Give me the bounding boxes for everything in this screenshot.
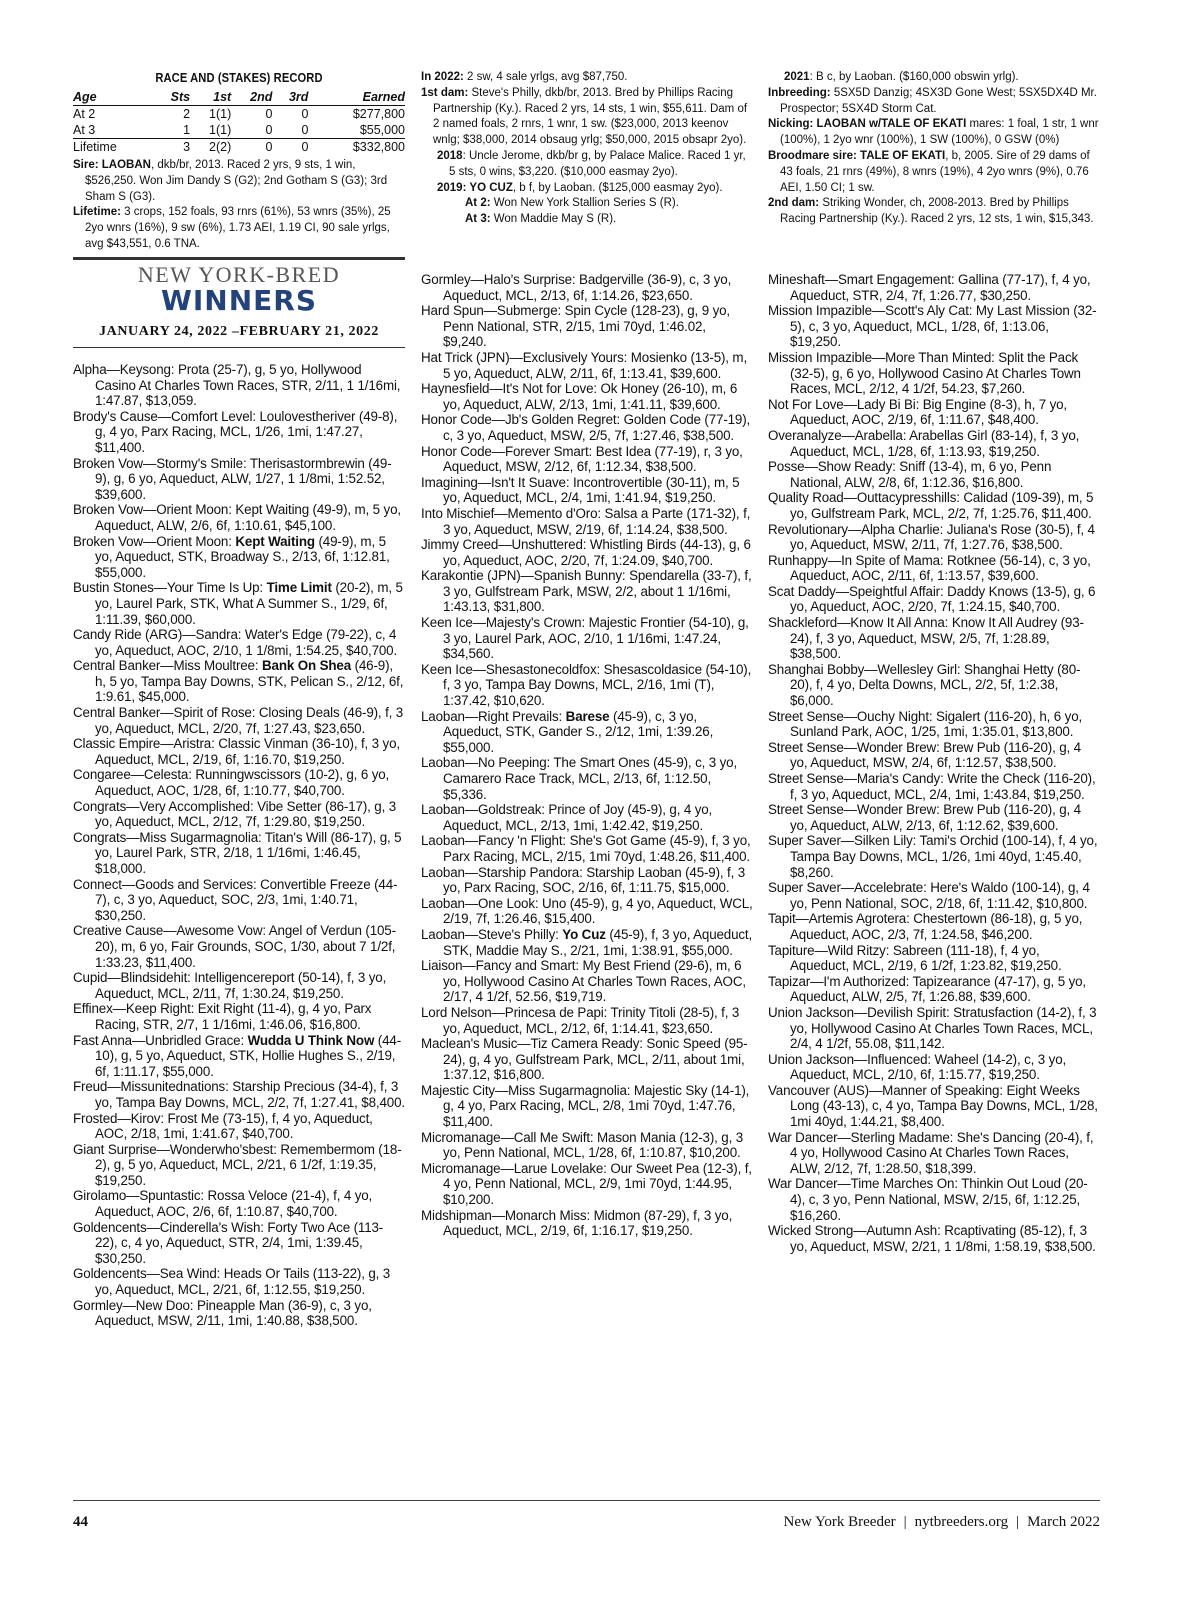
- winner-entry: Creative Cause—Awesome Vow: Angel of Verdun (105-20), m, 6 yo, Fair Grounds, SOC, 1/30, about 7 1/2f, 1:33.23, $11,400.: [73, 923, 396, 970]
- race-record-title: RACE AND (STAKES) RECORD: [155, 70, 323, 85]
- winner-entry: Laoban—Right Prevails: Barese (45-9), c, 3 yo, Aqueduct, STK, Gander S., 2/12, 1mi, 1:39.26, $55,000.: [421, 708, 714, 755]
- dam-notes-left: [421, 70, 753, 228]
- table-cell: 1(1): [209, 123, 232, 137]
- race-record-section: [73, 70, 405, 253]
- winner-entry: Brody's Cause—Comfort Level: Loulovestheriver (49-8), g, 4 yo, Parx Racing, MCL, 1/26, 1mi, 1:47.27, $11,400.: [73, 408, 398, 455]
- winner-entry: Broken Vow—Stormy's Smile: Therisastormbrewin (49-9), g, 6 yo, Aqueduct, ALW, 1/27, 1 1/8mi, 1:52.52, $39,600.: [73, 455, 392, 502]
- winner-entry: Broken Vow—Orient Moon: Kept Waiting (49-9), m, 5 yo, Aqueduct, STK, Broadway S., 2/13, 6f, 1:12.81, $55,000.: [73, 533, 390, 580]
- winner-entry: Imagining—Isn't It Suave: Incontrovertible (30-11), m, 5 yo, Aqueduct, MCL, 2/4, 1mi, 1:41.94, $19,250.: [421, 474, 740, 506]
- winner-entry: Super Saver—Silken Lily: Tami's Orchid (100-14), f, 4 yo, Tampa Bay Downs, MCL, 1/26, 1mi 40yd, 1:45.40, $8,260.: [768, 833, 1098, 880]
- issue-date: March 2022: [1027, 1514, 1100, 1530]
- winner-entry: Street Sense—Ouchy Night: Sigalert (116-20), h, 6 yo, Sunland Park, AOC, 1/25, 1mi, 1:35.01, $13,800.: [768, 708, 1083, 740]
- footer-separator: |: [1016, 1514, 1020, 1530]
- winner-entry: Overanalyze—Arabella: Arabellas Girl (83-14), f, 3 yo, Aqueduct, MCL, 1/28, 6f, 1:13.93, $19,250.: [768, 427, 1080, 459]
- winner-entry: Into Mischief—Memento d'Oro: Salsa a Parte (171-32), f, 3 yo, Aqueduct, MSW, 2/19, 6f, 1:14.24, $38,500.: [421, 505, 751, 537]
- second-dam-line: 2nd dam: Striking Wonder, ch, 2008-2013. Bred by Phillips Racing Partnership (Ky.). Raced 2 yrs, 12 sts, 1 win, $15,343.: [768, 197, 1094, 226]
- winner-entry: Micromanage—Larue Lovelake: Our Sweet Pea (12-3), f, 4 yo, Penn National, MCL, 2/9, 1mi 70yd, 1:44.95, $10,200.: [421, 1160, 752, 1208]
- winner-entry: Liaison—Fancy and Smart: My Best Friend (29-6), m, 6 yo, Hollywood Casino At Charles Town Races, AOC, 2/17, 4 1/2f, 52.56, $19,719.: [421, 958, 746, 1005]
- sire-line: Sire: LAOBAN, dkb/br, 2013. Raced 2 yrs, 9 sts, 1 win, $526,250. Won Jim Dandy S (G2); 2nd Gotham S (G3); 3rd Sham S (G3).: [73, 159, 388, 203]
- winner-entry: Maclean's Music—Tiz Camera Ready: Sonic Speed (95-24), g, 4 yo, Gulfstream Park, MCL, 2/11, about 1mi, 1:37.12, $16,800.: [421, 1036, 748, 1083]
- winner-entry: Shackleford—Know It All Anna: Know It All Audrey (93-24), f, 3 yo, Aqueduct, MSW, 2/5, 7f, 1:28.89, $38,500.: [768, 615, 1084, 662]
- foal-2019-line: 2019: YO CUZ, b f, by Laoban. ($125,000 easmay 2yo).: [437, 181, 723, 194]
- table-header: 2nd: [231, 89, 272, 106]
- table-cell: 3: [154, 139, 190, 156]
- winner-entry: Effinex—Keep Right: Exit Right (11-4), g, 4 yo, Parx Racing, STR, 2/7, 1 1/16mi, 1:46.06, $16,800.: [73, 1001, 372, 1032]
- table-header: 3rd: [272, 89, 308, 106]
- table-row: [73, 122, 405, 139]
- winner-entry: Gormley—New Doo: Pineapple Man (36-9), c, 3 yo, Aqueduct, MSW, 2/11, 1mi, 1:40.88, $38,500.: [73, 1297, 372, 1329]
- winner-entry: Laoban—No Peeping: The Smart Ones (45-9), c, 3 yo, Camarero Race Track, MCL, 2/13, 6f, 1:12.50, $5,336.: [421, 755, 738, 802]
- foal-2021-line: 2021: B c, by Laoban. ($160,000 obswin yrlg).: [784, 71, 1019, 83]
- winner-entry: Scat Daddy—Speightful Affair: Daddy Knows (13-5), g, 6 yo, Aqueduct, AOC, 2/20, 7f, 1:24.15, $40,700.: [768, 583, 1096, 615]
- winner-entry: Freud—Missunitednations: Starship Precious (34-4), f, 3 yo, Tampa Bay Downs, MCL, 2/2, 7f, 1:27.41, $8,400.: [73, 1079, 405, 1110]
- winner-entry: Shanghai Bobby—Wellesley Girl: Shanghai Hetty (80-20), f, 4 yo, Delta Downs, MCL, 2/2, 5f, 1:2.38, $6,000.: [768, 661, 1081, 709]
- table-cell: 0: [272, 139, 308, 156]
- winner-entry: Midshipman—Monarch Miss: Midmon (87-29), f, 3 yo, Aqueduct, MCL, 2/19, 6f, 1:16.17, $19,250.: [421, 1207, 733, 1239]
- winner-entry: Congrats—Very Accomplished: Vibe Setter (86-17), g, 3 yo, Aqueduct, MCL, 2/12, 7f, 1:29.80, $19,250.: [73, 798, 397, 830]
- table-cell: 0: [265, 107, 273, 121]
- winner-entry: Runhappy—In Spite of Mama: Rotknee (56-14), c, 3 yo, Aqueduct, AOC, 2/11, 6f, 1:13.57, $39,600.: [768, 552, 1091, 584]
- table-cell: $277,800: [352, 107, 405, 121]
- winner-entry: Bustin Stones—Your Time Is Up: Time Limit (20-2), m, 5 yo, Laurel Park, STK, What A Summer S., 1/29, 6f, 1:11.39, $60,000.: [73, 580, 403, 627]
- sire-notes: [73, 158, 405, 253]
- winner-entry: Congaree—Celesta: Runningwscissors (10-2), g, 6 yo, Aqueduct, AOC, 1/28, 6f, 1:10.77, $40,700.: [73, 767, 390, 799]
- winner-entry: Tapiture—Wild Ritzy: Sabreen (111-18), f, 4 yo, Aqueduct, MCL, 2/19, 6 1/2f, 1:23.82, $19,250.: [768, 942, 1062, 974]
- winners-list-col2: [421, 272, 753, 1239]
- winner-entry: Micromanage—Call Me Swift: Mason Mania (12-3), g, 3 yo, Penn National, MCL, 1/28, 6f, 1:10.87, $10,200.: [421, 1129, 744, 1161]
- winner-entry: Mineshaft—Smart Engagement: Gallina (77-17), f, 4 yo, Aqueduct, STR, 2/4, 7f, 1:26.77, $30,250.: [768, 272, 1091, 303]
- first-dam-line: 1st dam: Steve's Philly, dkb/br, 2013. Bred by Phillips Racing Partnership (Ky.). Raced 2 yrs, 14 sts, 1 win, $55,611. Dam of 2 named foals, 2 rnrs, 1 wnr, 1 sw. ($23,000, 2013 keenov wnlg; $38,000, 2014 obsaug yrlg; $50,000, 2015 obsapr 2yo).: [421, 86, 748, 147]
- table-header: Earned: [308, 89, 405, 106]
- winners-list-col3: [768, 272, 1100, 1254]
- winner-entry: Vancouver (AUS)—Manner of Speaking: Eight Weeks Long (43-13), c, 4 yo, Tampa Bay Downs, MCL, 1/28, 1mi 40yd, 1:44.21, $8,400.: [768, 1082, 1098, 1130]
- race-record-table: [73, 89, 405, 155]
- winner-entry: Honor Code—Forever Smart: Best Idea (77-19), r, 3 yo, Aqueduct, MSW, 2/12, 6f, 1:12.34, $38,500.: [421, 443, 743, 475]
- winner-entry: Laoban—Goldstreak: Prince of Joy (45-9), g, 4 yo, Aqueduct, MCL, 2/13, 1mi, 1:42.42, $19,250.: [421, 802, 713, 833]
- winner-entry: Honor Code—Jb's Golden Regret: Golden Code (77-19), c, 3 yo, Aqueduct, MSW, 2/5, 7f, 1:27.46, $38,500.: [421, 412, 751, 443]
- winner-entry: Wicked Strong—Autumn Ash: Rcaptivating (85-12), f, 3 yo, Aqueduct, MSW, 2/21, 1 1/8mi, 1:58.19, $38,500.: [768, 1223, 1096, 1254]
- winner-entry: Mission Impazible—More Than Minted: Split the Pack (32-5), g, 6 yo, Hollywood Casino At Charles Town Races, MCL, 2/12, 4 1/2f, 54.23, $7,260.: [768, 349, 1081, 397]
- nicking-line: Nicking: LAOBAN w/TALE OF EKATI mares: 1 foal, 1 str, 1 wnr (100%), 1 2yo wnr (100%), 1 SW (100%), 0 GSW (0%): [768, 118, 1099, 147]
- table-cell: 0: [265, 123, 273, 137]
- winner-entry: Girolamo—Spuntastic: Rossa Veloce (21-4), f, 4 yo, Aqueduct, AOC, 2/6, 6f, 1:10.87, $40,700.: [73, 1188, 373, 1220]
- winner-entry: Tapizar—I'm Authorized: Tapizearance (47-17), g, 5 yo, Aqueduct, ALW, 2/5, 7f, 1:26.88, $39,600.: [768, 973, 1086, 1005]
- dam-notes-right: [768, 70, 1100, 228]
- winner-entry: Keen Ice—Majesty's Crown: Majestic Frontier (54-10), g, 3 yo, Laurel Park, AOC, 2/10, 1 1/16mi, 1:47.24, $34,560.: [421, 615, 749, 662]
- table-cell: At 2: [73, 107, 96, 121]
- winner-entry: Connect—Goods and Services: Convertible Freeze (44-7), c, 3 yo, Aqueduct, SOC, 2/3, 1mi, 1:40.71, $30,250.: [73, 876, 398, 923]
- at2-line: At 2: Won New York Stallion Series S (R).: [465, 197, 679, 210]
- winner-entry: Haynesfield—It's Not for Love: Ok Honey (26-10), m, 6 yo, Aqueduct, ALW, 2/13, 1mi, 1:41.11, $39,600.: [421, 381, 738, 412]
- page-number: 44: [73, 1514, 88, 1530]
- winner-entry: Candy Ride (ARG)—Sandra: Water's Edge (79-22), c, 4 yo, Aqueduct, AOC, 2/10, 1 1/8mi, 1:54.25, $40,700.: [73, 627, 398, 658]
- winner-entry: Gormley—Halo's Surprise: Badgerville (36-9), c, 3 yo, Aqueduct, MCL, 2/13, 6f, 1:14.26, $23,650.: [421, 272, 732, 303]
- winner-entry: War Dancer—Time Marches On: Thinkin Out Loud (20-4), c, 3 yo, Penn National, MSW, 2/15, 6f, 1:12.25, $16,260.: [768, 1176, 1088, 1223]
- table-cell: 1: [183, 123, 191, 137]
- table-cell: At 3: [73, 123, 96, 137]
- winner-entry: Fast Anna—Unbridled Grace: Wudda U Think Now (44-10), g, 5 yo, Aqueduct, STK, Hollie Hughes S., 2/19, 6f, 1:11.17, $55,000.: [73, 1032, 402, 1079]
- winner-entry: Union Jackson—Influenced: Waheel (14-2), c, 3 yo, Aqueduct, MCL, 2/10, 6f, 1:15.77, $19,250.: [768, 1051, 1067, 1083]
- winner-entry: Jimmy Creed—Unshuttered: Whistling Birds (44-13), g, 6 yo, Aqueduct, AOC, 2/20, 7f, 1:24.09, $40,700.: [421, 537, 751, 568]
- table-cell: Lifetime: [73, 139, 154, 156]
- winner-entry: Frosted—Kirov: Frost Me (73-15), f, 4 yo, Aqueduct, AOC, 2/18, 1mi, 1:41.67, $40,700.: [73, 1110, 373, 1142]
- publication-name: New York Breeder: [783, 1514, 896, 1530]
- table-cell: $55,000: [359, 123, 405, 137]
- section-title: WINNERS: [160, 284, 318, 317]
- winner-entry: Hard Spun—Submerge: Spin Cycle (128-23), g, 9 yo, Penn National, STR, 2/15, 1mi 70yd, 1:46.02, $9,240.: [421, 303, 730, 350]
- winner-entry: Broken Vow—Orient Moon: Kept Waiting (49-9), m, 5 yo, Aqueduct, ALW, 2/6, 6f, 1:10.61, $45,100.: [73, 502, 401, 533]
- header-rule: [73, 257, 405, 260]
- winner-entry: Central Banker—Spirit of Rose: Closing Deals (46-9), f, 3 yo, Aqueduct, MCL, 2/20, 7f, 1:27.43, $23,650.: [73, 705, 404, 736]
- at3-line: At 3: Won Maddie May S (R).: [465, 213, 617, 226]
- winner-entry: Laoban—One Look: Uno (45-9), g, 4 yo, Aqueduct, WCL, 2/19, 7f, 1:26.46, $15,400.: [421, 895, 753, 927]
- winner-entry: Classic Empire—Aristra: Classic Vinman (36-10), f, 3 yo, Aqueduct, MCL, 2/19, 6f, 1:16.70, $19,250.: [73, 736, 400, 767]
- winner-entry: Quality Road—Outtacypresshills: Calidad (109-39), m, 5 yo, Gulfstream Park, MCL, 2/2, 7f, 1:25.76, $11,400.: [768, 490, 1094, 521]
- inbreeding-line: Inbreeding: 5SX5D Danzig; 4SX3D Gone West; 5SX5DX4D Mr. Prospector; 5SX4D Storm Cat.: [768, 86, 1097, 115]
- winner-entry: Giant Surprise—Wonderwho'sbest: Remembermom (18-2), g, 5 yo, Aqueduct, MCL, 2/21, 6 1/2f, 1:19.35, $19,250.: [73, 1141, 402, 1188]
- table-cell: $332,800: [308, 139, 405, 156]
- broodmare-sire-line: Broodmare sire: TALE OF EKATI, b, 2005. Sire of 29 dams of 43 foals, 21 rnrs (49%), 8 wnrs (19%), 4 2yo wnrs (9%), 0.76 AEI, 1.50 CI; 1 sw.: [768, 149, 1090, 194]
- winner-entry: Karakontie (JPN)—Spanish Bunny: Spendarella (33-7), f, 3 yo, Gulfstream Park, MSW, 2/2, about 1 1/16mi, 1:43.13, $31,800.: [421, 568, 752, 615]
- winner-entry: Cupid—Blindsidehit: Intelligencereport (50-14), f, 3 yo, Aqueduct, MCL, 2/11, 7f, 1:30.24, $19,250.: [73, 970, 387, 1001]
- winner-entry: Union Jackson—Devilish Spirit: Stratusfaction (14-2), f, 3 yo, Hollywood Casino At Charles Town Races, MCL, 2/4, 4 1/2f, 55.08, $11,142.: [768, 1004, 1097, 1052]
- table-cell: 1(1): [209, 107, 232, 121]
- winner-entry: Mission Impazible—Scott's Aly Cat: My Last Mission (32-5), c, 3 yo, Aqueduct, MCL, 1/28, 6f, 1:13.06, $19,250.: [768, 303, 1097, 350]
- table-cell: 0: [301, 107, 309, 121]
- table-cell: 2(2): [190, 139, 231, 156]
- footer-publication: [784, 1514, 1100, 1531]
- winner-entry: Laoban—Fancy 'n Flight: She's Got Game (45-9), f, 3 yo, Parx Racing, MCL, 2/15, 1mi 70yd, 1:48.26, $11,400.: [421, 833, 751, 864]
- table-header: Sts: [154, 89, 190, 106]
- winner-entry: Lord Nelson—Princesa de Papi: Trinity Titoli (28-5), f, 3 yo, Aqueduct, MCL, 2/12, 6f, 1:14.41, $23,650.: [421, 1004, 740, 1036]
- winner-entry: Congrats—Miss Sugarmagnolia: Titan's Will (86-17), g, 5 yo, Laurel Park, STR, 2/18, 1 1/16mi, 1:46.45, $18,000.: [73, 829, 402, 876]
- winner-entry: Alpha—Keysong: Prota (25-7), g, 5 yo, Hollywood Casino At Charles Town Races, STR, 2/11, 1 1/16mi, 1:47.87, $13,059.: [73, 362, 401, 409]
- winner-entry: Tapit—Artemis Agrotera: Chestertown (86-18), g, 5 yo, Aqueduct, AOC, 2/3, 7f, 1:24.58, $46,200.: [768, 911, 1083, 942]
- section-subtitle: NEW YORK-BRED: [137, 262, 341, 287]
- winner-entry: Street Sense—Wonder Brew: Brew Pub (116-20), g, 4 yo, Aqueduct, MSW, 2/4, 6f, 1:12.57, $38,500.: [768, 739, 1081, 771]
- winner-entry: Street Sense—Wonder Brew: Brew Pub (116-20), g, 4 yo, Aqueduct, ALW, 2/13, 6f, 1:12.62, $39,600.: [768, 802, 1081, 833]
- date-range: JANUARY 24, 2022 –FEBRUARY 21, 2022: [99, 324, 379, 339]
- winner-entry: Goldencents—Sea Wind: Heads Or Tails (113-22), g, 3 yo, Aqueduct, MCL, 2/21, 6f, 1:12.55, $19,250.: [73, 1266, 391, 1298]
- table-header: 1st: [190, 89, 231, 106]
- winner-entry: Majestic City—Miss Sugarmagnolia: Majestic Sky (14-1), g, 4 yo, Parx Racing, MCL, 2/8, 1mi 70yd, 1:47.76, $11,400.: [421, 1082, 750, 1130]
- winner-entry: Street Sense—Maria's Candy: Write the Check (116-20), f, 3 yo, Aqueduct, MCL, 2/4, 1mi, 1:43.84, $19,250.: [768, 771, 1096, 802]
- winners-list-col1: [73, 362, 405, 1329]
- winner-entry: Laoban—Steve's Philly: Yo Cuz (45-9), f, 3 yo, Aqueduct, STK, Maddie May S., 2/21, 1mi, 1:38.91, $55,000.: [421, 926, 753, 958]
- site-url: nytbreeders.org: [914, 1514, 1009, 1530]
- footer-separator: |: [903, 1514, 907, 1530]
- foal-2018-line: 2018: Uncle Jerome, dkb/br g, by Palace Malice. Raced 1 yr, 5 sts, 0 wins, $3,220. ($10,000 easmay 2yo).: [437, 149, 746, 178]
- table-cell: 0: [231, 139, 272, 156]
- footer-rule: [73, 1500, 1100, 1501]
- winner-entry: Central Banker—Miss Moultree: Bank On Shea (46-9), h, 5 yo, Tampa Bay Downs, STK, Pelican S., 2/12, 6f, 1:9.61, $45,000.: [73, 658, 404, 705]
- lifetime-line: Lifetime: 3 crops, 152 foals, 93 rnrs (61%), 53 wnrs (35%), 25 2yo wnrs (16%), 9 sw (6%), 1.73 AEI, 1.19 CI, 90 sale yrlgs, avg $43,551, 0.6 TNA.: [73, 206, 391, 250]
- table-cell: 2: [183, 107, 191, 121]
- table-row: [73, 106, 405, 123]
- winner-entry: Not For Love—Lady Bi Bi: Big Engine (8-3), h, 7 yo, Aqueduct, AOC, 2/19, 6f, 1:11.67, $48,400.: [768, 396, 1067, 428]
- winner-entry: Revolutionary—Alpha Charlie: Juliana's Rose (30-5), f, 4 yo, Aqueduct, MSW, 2/11, 7f, 1:27.76, $38,500.: [768, 521, 1095, 553]
- winner-entry: Super Saver—Accelebrate: Here's Waldo (100-14), g, 4 yo, Penn National, SOC, 2/18, 6f, 1:11.42, $10,800.: [768, 880, 1090, 911]
- winner-entry: Keen Ice—Shesastonecoldfox: Shesascoldasice (54-10), f, 3 yo, Tampa Bay Downs, MCL, 2/16, 1mi (T), 1:37.42, $10,620.: [421, 661, 752, 709]
- in2022-line: In 2022: 2 sw, 4 sale yrlgs, avg $87,750.: [421, 71, 628, 83]
- winner-entry: Laoban—Starship Pandora: Starship Laoban (45-9), f, 3 yo, Parx Racing, SOC, 2/16, 6f, 1:11.75, $15,000.: [421, 864, 746, 896]
- header-rule-bottom: [73, 347, 405, 348]
- table-cell: 0: [301, 123, 309, 137]
- winner-entry: Posse—Show Ready: Sniff (13-4), m, 6 yo, Penn National, ALW, 2/8, 6f, 1:12.36, $16,800.: [768, 459, 1052, 490]
- winner-entry: War Dancer—Sterling Madame: She's Dancing (20-4), f, 4 yo, Hollywood Casino At Charles Town Races, ALW, 2/12, 7f, 1:28.50, $18,399.: [768, 1129, 1094, 1176]
- winner-entry: Hat Trick (JPN)—Exclusively Yours: Mosienko (13-5), m, 5 yo, Aqueduct, ALW, 2/11, 6f, 1:13.41, $39,600.: [421, 349, 748, 381]
- winner-entry: Goldencents—Cinderella's Wish: Forty Two Ace (113-22), c, 4 yo, Aqueduct, STR, 2/4, 1mi, 1:39.45, $30,250.: [73, 1219, 384, 1266]
- table-row: [73, 139, 405, 156]
- table-header: Age: [73, 89, 154, 106]
